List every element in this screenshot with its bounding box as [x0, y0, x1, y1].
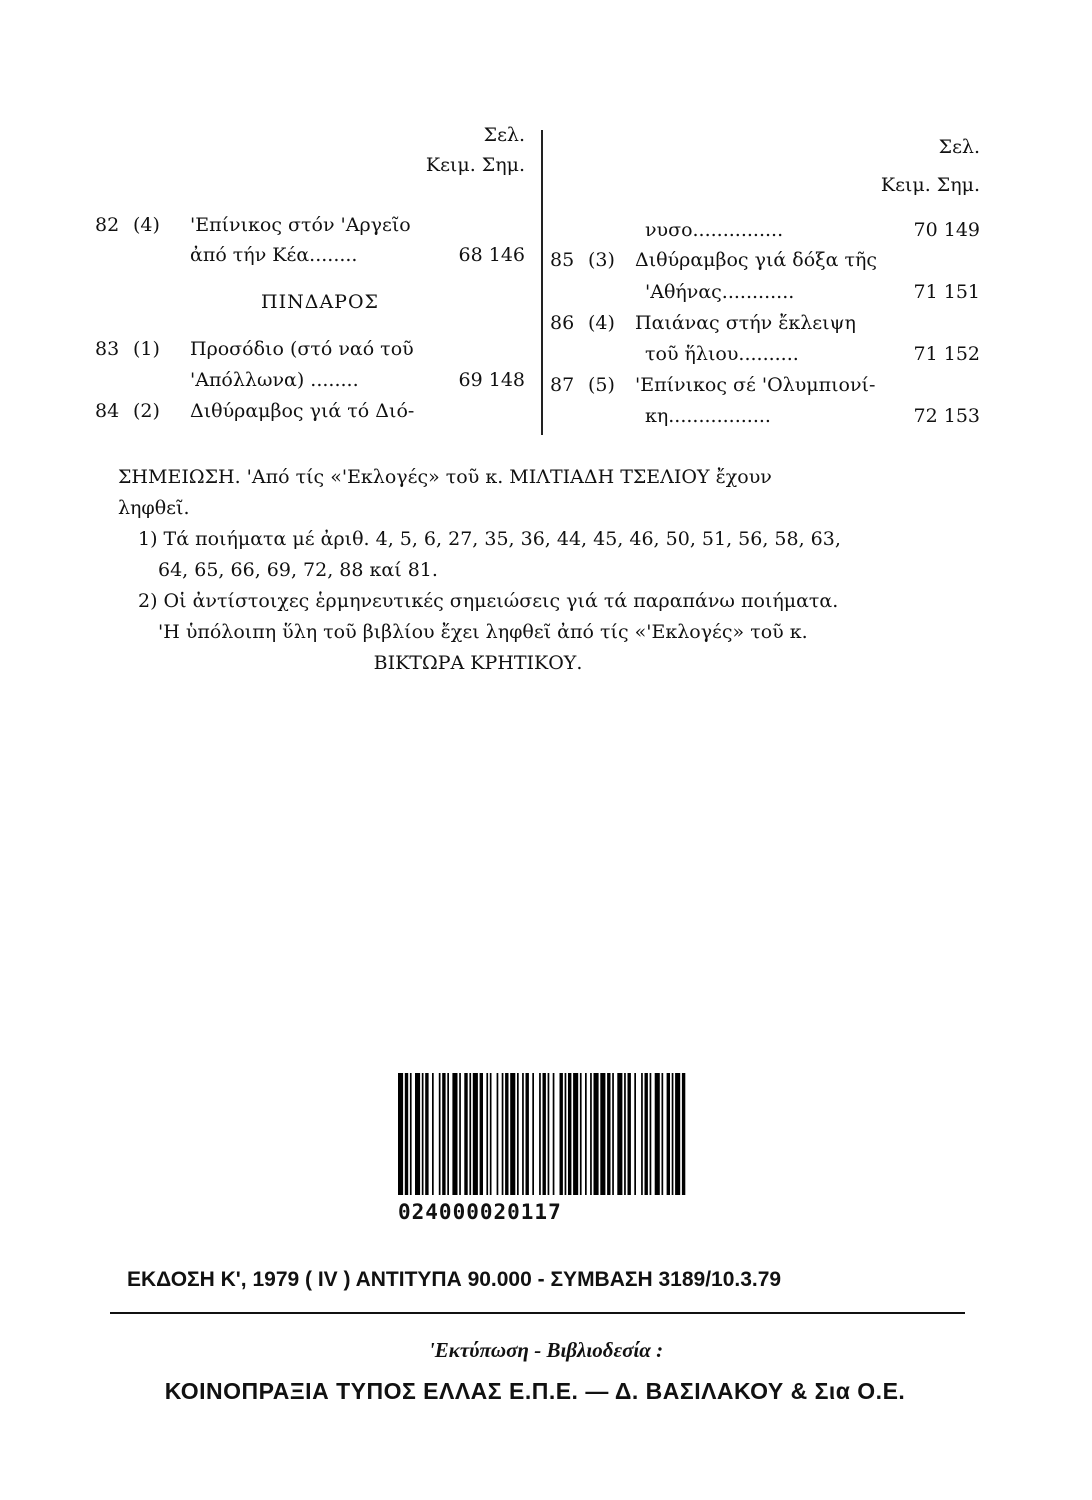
- entry-number: 87: [550, 374, 575, 396]
- barcode-bar: [398, 1073, 403, 1195]
- barcode-bar: [526, 1073, 529, 1195]
- barcode-bar: [650, 1073, 652, 1195]
- barcode-bar: [539, 1073, 541, 1195]
- barcode-bar: [505, 1073, 508, 1195]
- barcode-bar: [410, 1073, 412, 1195]
- barcode-bar: [590, 1073, 592, 1195]
- barcode-bar: [548, 1073, 550, 1195]
- barcode-bar: [469, 1073, 471, 1195]
- barcode-number: 024000020117: [398, 1200, 562, 1224]
- entry-title: Διθύραμβος γιά δόξα τῆς: [635, 249, 878, 271]
- barcode-bar: [442, 1073, 445, 1195]
- note-line: ληφθεῖ.: [118, 497, 190, 519]
- barcode-bar: [617, 1073, 622, 1195]
- barcode-bar: [585, 1073, 587, 1195]
- barcode-bar: [543, 1073, 546, 1195]
- note-line: 2) Οἱ ἀντίστοιχες ἑρμηνευτικές σημειώσεις γιά τά παραπάνω ποιήματα.: [138, 590, 839, 612]
- barcode-bar: [464, 1073, 467, 1195]
- barcode-bar: [517, 1073, 519, 1195]
- entry-number: 84: [95, 400, 120, 422]
- printer-name: ΚΟΙΝΟΠΡΑΞΙΑ ΤΥΠΟΣ ΕΛΛΑΣ Ε.Π.Ε. — Δ. ΒΑΣΙΛΑΚΟΥ & Σια Ο.Ε.: [164, 1378, 906, 1404]
- note-line: 64, 65, 66, 69, 72, 88 καί 81.: [158, 559, 438, 581]
- note-line: ΣΗΜΕΙΩΣΗ. 'Από τίς «'Εκλογές» τοῦ κ. ΜΙΛΤΙΑΔΗ ΤΣΕΛΙΟΥ ἔχουν: [118, 466, 772, 488]
- entry-pages: 68 146: [458, 244, 525, 266]
- entry-title-cont: κη.................: [645, 405, 771, 427]
- entry-title-cont: τοῦ ἥλιου..........: [645, 343, 799, 365]
- barcode-bar: [490, 1073, 492, 1195]
- entry-number: 83: [95, 338, 120, 360]
- text-notes-column-header: Κειμ. Σημ.: [880, 174, 980, 196]
- entry-paren: (5): [588, 374, 615, 396]
- barcode-bar: [502, 1073, 504, 1195]
- barcode-bar: [580, 1073, 582, 1195]
- horizontal-rule: [110, 1312, 965, 1314]
- printing-binding-label: 'Εκτύπωση - Βιβλιοδεσία :: [428, 1338, 664, 1362]
- barcode-bar: [553, 1073, 555, 1195]
- barcode-bar: [682, 1073, 685, 1195]
- entry-pages: 70 149: [913, 219, 980, 241]
- barcode-bar: [624, 1073, 626, 1195]
- entry-paren: (4): [588, 312, 615, 334]
- entry-pages: 71 151: [913, 281, 980, 303]
- entry-title: 'Επίνικος στόν 'Αργεῖο: [190, 214, 411, 236]
- barcode-bar: [452, 1073, 457, 1195]
- barcode-image: [398, 1073, 688, 1213]
- barcode-bar: [573, 1073, 578, 1195]
- note-line: 'Η ὑπόλοιπη ὕλη τοῦ βιβλίου ἔχει ληφθεῖ ἀπό τίς «'Εκλογές» τοῦ κ.: [158, 621, 808, 643]
- entry-paren: (1): [133, 338, 160, 360]
- barcode-bar: [532, 1073, 534, 1195]
- barcode-bar: [641, 1073, 643, 1195]
- barcode-bar: [522, 1073, 524, 1195]
- entry-title-cont: ἀπό τήν Κέα........: [190, 244, 358, 266]
- entry-number: 85: [550, 249, 575, 271]
- barcode-bar: [662, 1073, 664, 1195]
- entry-paren: (4): [133, 214, 160, 236]
- barcode-bar: [415, 1073, 420, 1195]
- entry-pages: 71 152: [913, 343, 980, 365]
- barcode-bar: [675, 1073, 680, 1195]
- barcode-bar: [612, 1073, 614, 1195]
- edition-line: ΕΚΔΟΣΗ Κ', 1979 ( IV ) ΑΝΤΙΤΥΠΑ 90.000 - ΣΥΜΒΑΣΗ 3189/10.3.79: [127, 1268, 782, 1291]
- barcode-bar: [510, 1073, 515, 1195]
- barcode-bar: [628, 1073, 631, 1195]
- barcode-bar: [439, 1073, 441, 1195]
- barcode-bar: [607, 1073, 610, 1195]
- text-notes-column-header: Κειμ. Σημ.: [425, 154, 525, 176]
- barcode-bar: [655, 1073, 660, 1195]
- barcode-bar: [432, 1073, 434, 1195]
- barcode-bar: [594, 1073, 599, 1195]
- barcode-bar: [672, 1073, 674, 1195]
- barcode-bar: [447, 1073, 449, 1195]
- entry-number: 82: [95, 214, 120, 236]
- barcode-bar: [560, 1073, 563, 1195]
- entry-paren: (3): [588, 249, 615, 271]
- barcode-bar: [486, 1073, 488, 1195]
- entry-title: 'Επίνικος σέ 'Ολυμπιονί-: [635, 374, 876, 396]
- note-line: 1) Τά ποιήματα μέ ἀριθ. 4, 5, 6, 27, 35, 36, 44, 45, 46, 50, 51, 56, 58, 63,: [138, 528, 841, 550]
- page-column-header: Σελ.: [938, 136, 980, 158]
- entry-title-cont: 'Αθήνας............: [645, 281, 795, 303]
- entry-pages: 72 153: [913, 405, 980, 427]
- entry-number: 86: [550, 312, 575, 334]
- barcode-bar: [459, 1073, 461, 1195]
- entry-title: Προσόδιο (στό ναό τοῦ: [190, 338, 414, 360]
- entry-title-cont: 'Απόλλωνα) ........: [190, 369, 359, 391]
- barcode-bar: [497, 1073, 499, 1195]
- entry-paren: (2): [133, 400, 160, 422]
- barcode-bar: [422, 1073, 424, 1195]
- barcode-bar: [425, 1073, 428, 1195]
- barcode-bar: [600, 1073, 605, 1195]
- column-divider: [541, 130, 543, 435]
- note-line: ΒΙΚΤΩΡΑ ΚΡΗΤΙΚΟΥ.: [373, 652, 583, 674]
- barcode-bar: [634, 1073, 636, 1195]
- entry-pages: 69 148: [458, 369, 525, 391]
- barcode-bar: [480, 1073, 483, 1195]
- entry-title-cont: νυσο...............: [645, 219, 784, 241]
- section-heading: ΠΙΝΔΑΡΟΣ: [261, 291, 379, 313]
- barcode-bar: [568, 1073, 571, 1195]
- barcode-bar: [667, 1073, 670, 1195]
- entry-title: Διθύραμβος γιά τό Διό-: [190, 400, 415, 422]
- barcode-bar: [565, 1073, 567, 1195]
- page-column-header: Σελ.: [483, 124, 525, 146]
- barcode-bar: [473, 1073, 478, 1195]
- barcode-bar: [405, 1073, 408, 1195]
- entry-title: Παιάνας στήν ἔκλειψη: [635, 312, 856, 334]
- note-section: [118, 462, 978, 679]
- barcode-bar: [645, 1073, 648, 1195]
